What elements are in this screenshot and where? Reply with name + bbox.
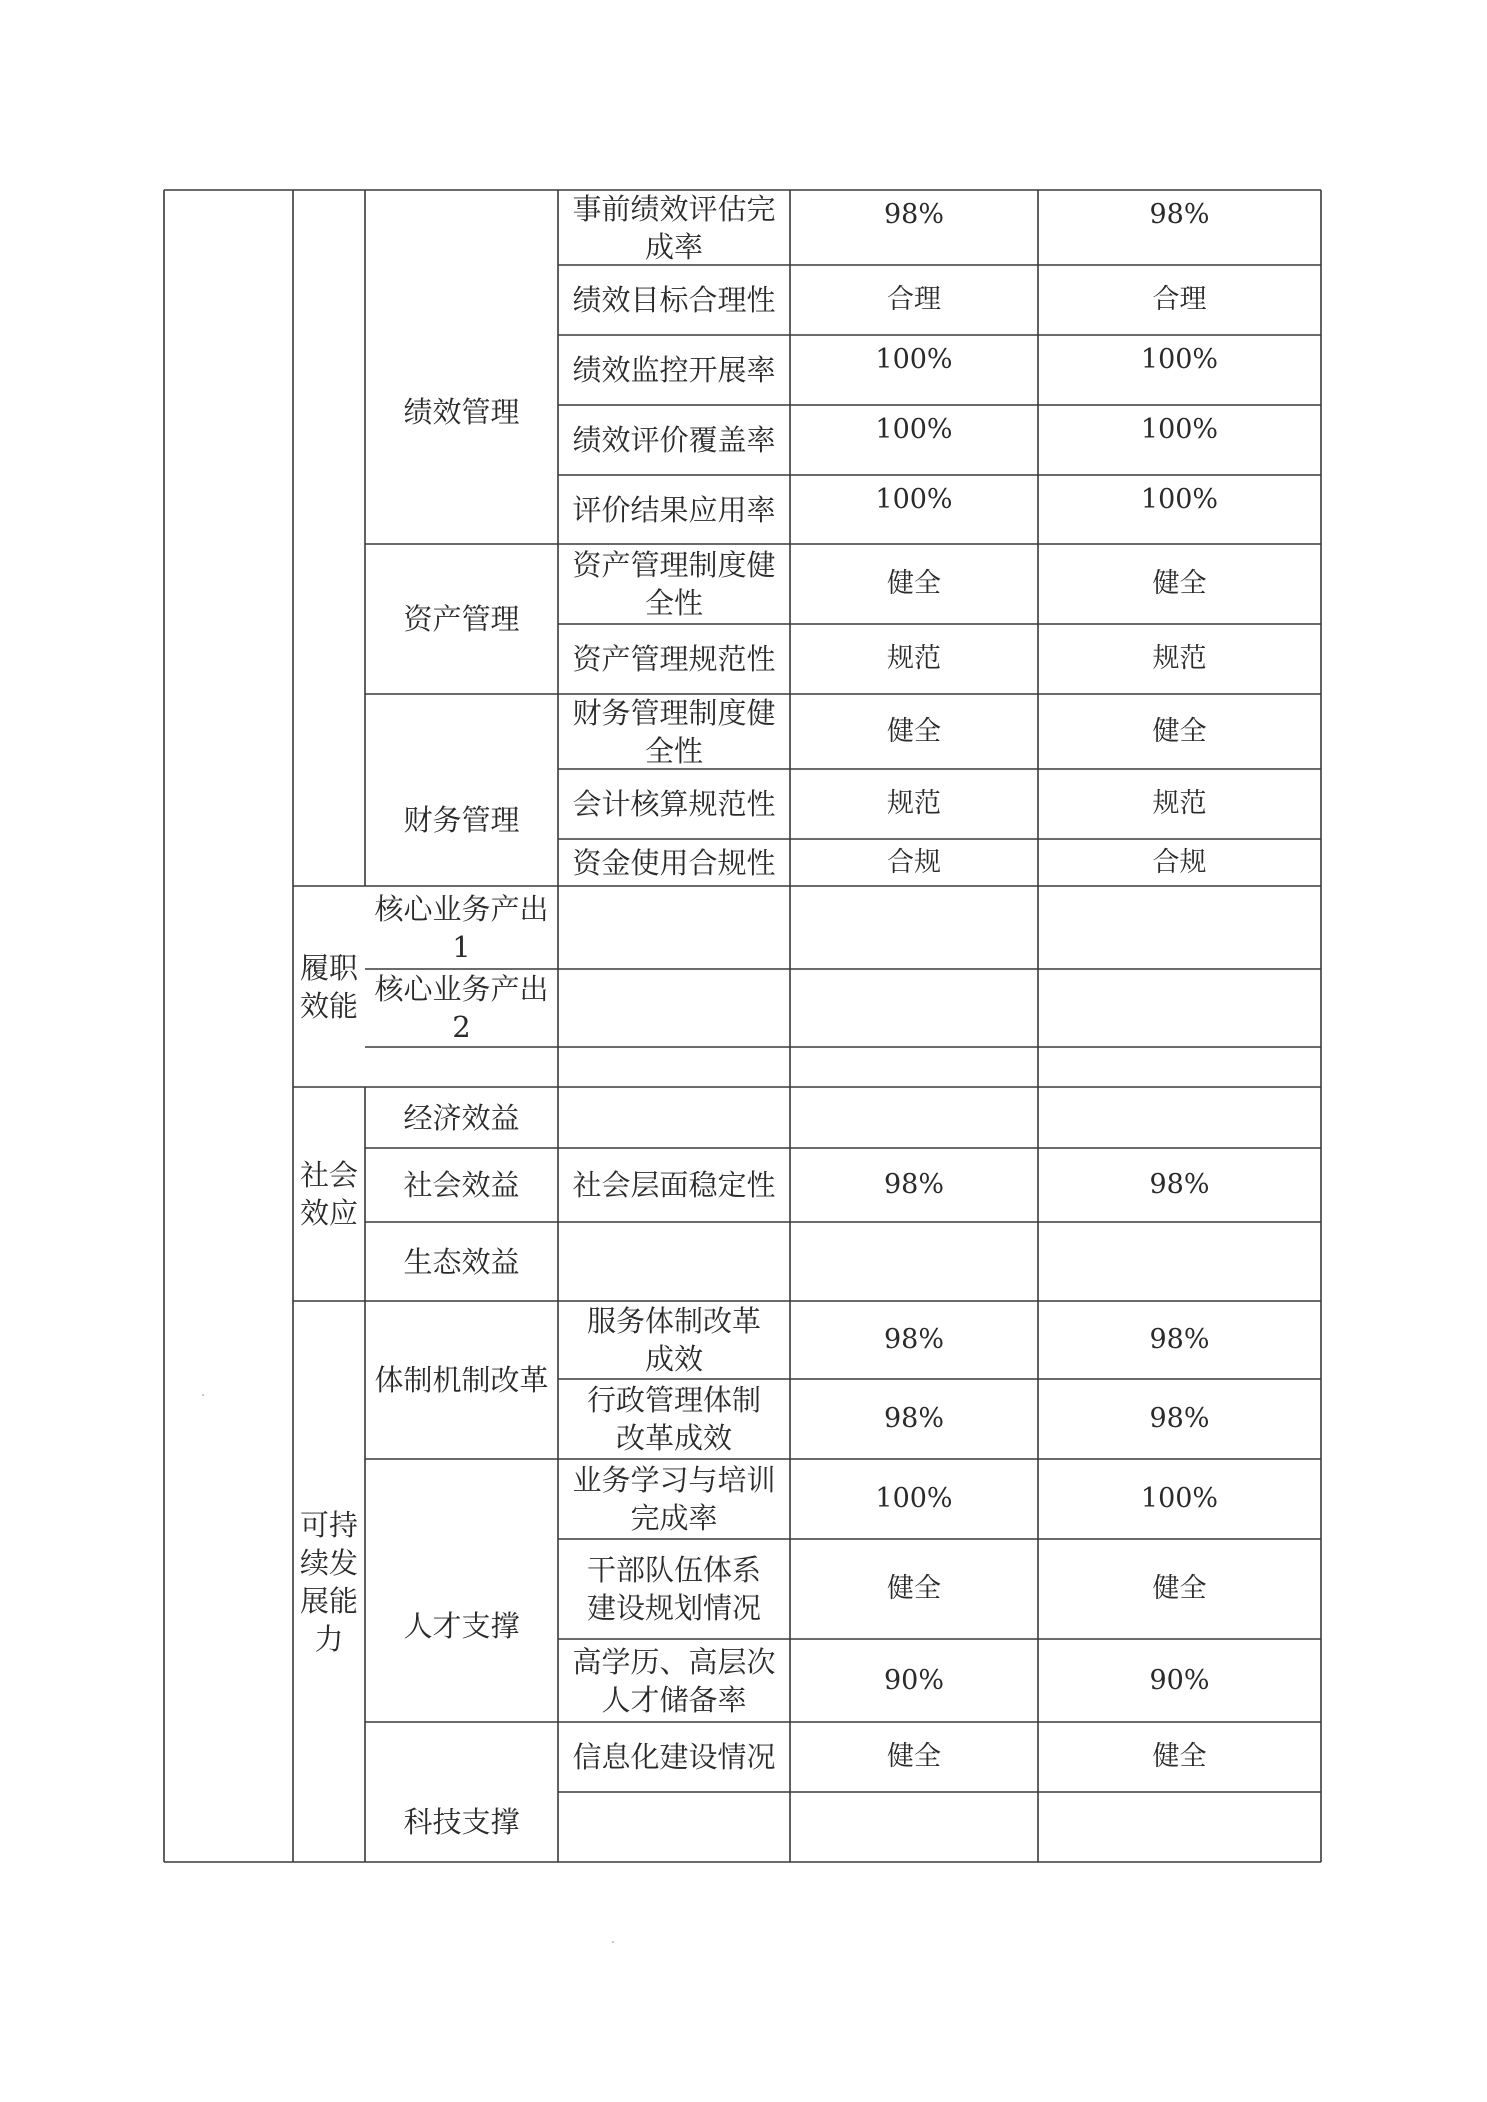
category-cell-shengtai: 生态效益 [403,1244,520,1279]
target-value: 100% [875,414,953,445]
target-value: 98% [883,1169,944,1200]
actual-value: 规范 [1152,643,1207,674]
actual-value: 100% [1140,484,1219,515]
indicator-cell: 业务学习与培训 完成率 [572,1463,776,1535]
target-value: 100% [875,1483,953,1514]
target-value: 健全 [887,1573,941,1604]
indicator-cell: 高学历、高层次 人才储备率 [572,1644,776,1717]
target-value: 健全 [887,1741,941,1772]
actual-value: 98% [1149,1403,1210,1434]
group-cell-kechixu: 可持 续发 展能 力 [299,1507,358,1656]
indicator-cell: 资金使用合规性 [572,845,776,880]
category-cell-tizhi: 体制机制改革 [374,1363,549,1397]
indicator-cell: 会计核算规范性 [572,787,776,821]
target-value: 规范 [887,643,941,674]
actual-value: 98% [1149,1169,1210,1200]
indicator-cell: 绩效评价覆盖率 [572,423,776,457]
target-value: 98% [883,199,944,230]
actual-value: 90% [1149,1664,1210,1696]
target-value: 90% [883,1664,944,1696]
scan-speck [612,1941,614,1943]
indicator-cell: 干部队伍体系 建设规划情况 [586,1553,761,1625]
indicator-cell: 资产管理规范性 [572,642,776,676]
category-cell-caiwu: 财务管理 [403,803,520,837]
actual-value: 健全 [1152,1573,1207,1604]
group-cell-shehui: 社会 效应 [299,1158,358,1230]
actual-value: 98% [1149,199,1210,230]
indicator-cell: 评价结果应用率 [572,492,776,527]
indicator-cell: 事前绩效评估完 成率 [572,191,776,264]
actual-value: 健全 [1152,568,1207,599]
target-value: 98% [883,1324,944,1355]
indicator-cell: 行政管理体制 改革成效 [586,1383,761,1455]
actual-value: 合规 [1152,846,1207,878]
actual-value: 合理 [1152,284,1207,315]
actual-value: 100% [1140,1483,1219,1514]
scan-speck [202,1394,204,1396]
actual-value: 规范 [1152,788,1207,819]
category-cell-hexin-2: 核心业务产出 2 [374,972,549,1044]
indicator-cell: 资产管理制度健 全性 [572,548,776,620]
target-value: 规范 [887,788,941,819]
indicator-cell: 财务管理制度健 全性 [572,695,776,768]
indicator-cell: 社会层面稳定性 [572,1168,776,1202]
indicator-cell: 信息化建设情况 [572,1740,776,1774]
indicator-cell: 绩效监控开展率 [572,353,776,387]
category-cell-jixiao: 绩效管理 [403,395,520,429]
actual-value: 98% [1149,1324,1210,1355]
target-value: 健全 [887,568,941,599]
category-cell-keji: 科技支撑 [403,1805,520,1839]
category-cell-shehui-xiaoyi: 社会效益 [403,1168,520,1202]
actual-value: 健全 [1152,1741,1207,1772]
actual-value: 100% [1140,344,1219,375]
indicator-cell: 绩效目标合理性 [572,283,776,317]
category-cell-jingji: 经济效益 [403,1100,520,1135]
target-value: 98% [883,1403,944,1434]
target-value: 合规 [887,846,941,878]
category-cell-rencai: 人才支撑 [403,1608,520,1643]
actual-value: 100% [1140,414,1219,445]
target-value: 健全 [887,715,941,747]
category-cell-hexin-1: 核心业务产出 1 [374,891,549,964]
actual-value: 健全 [1152,715,1207,747]
target-value: 合理 [887,284,941,315]
group-cell-lvzhi: 履职 效能 [299,950,358,1023]
indicator-cell: 服务体制改革 成效 [586,1304,761,1376]
target-value: 100% [875,344,953,375]
target-value: 100% [875,484,953,515]
category-cell-zichan: 资产管理 [403,602,520,636]
